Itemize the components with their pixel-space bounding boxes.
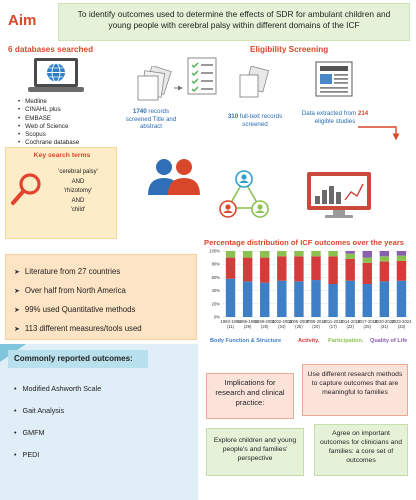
bar-segment bbox=[277, 256, 286, 280]
bar-segment bbox=[397, 281, 406, 317]
common-outcomes-list bbox=[14, 378, 101, 466]
legend-activity: Activity. bbox=[298, 338, 320, 344]
x-tick-label: 1996-1998 bbox=[237, 319, 258, 324]
bar-segment bbox=[260, 258, 269, 283]
x-tick-label: 1993-1995 bbox=[220, 319, 241, 324]
x-tick-count: (22) bbox=[346, 324, 354, 329]
y-tick-label: 20% bbox=[211, 301, 220, 307]
fact-item: ➤ Over half from North America bbox=[14, 282, 188, 301]
bar-segment bbox=[380, 251, 389, 256]
x-tick-label: 1999-2001 bbox=[254, 319, 275, 324]
fact-item: ➤ Literature from 27 countries bbox=[14, 263, 188, 282]
bar-segment bbox=[277, 281, 286, 317]
records-screened: 1740 records screened Title and abstract bbox=[125, 108, 177, 131]
fact-item: ➤ 113 different measures/tools used bbox=[14, 320, 188, 339]
legend-participation: Participation. bbox=[328, 338, 364, 344]
x-tick-label: 2017-2019 bbox=[357, 319, 378, 324]
bar-segment bbox=[243, 251, 252, 258]
database-item: • Medline bbox=[18, 98, 79, 106]
x-tick-label: 2020-2022 bbox=[374, 319, 395, 324]
outcome-item: • Modified Ashworth Scale bbox=[14, 378, 101, 400]
bar-segment bbox=[328, 256, 337, 284]
bar-segment bbox=[226, 279, 235, 317]
implication-methods: Use different research methods to capture outcomes that are meaningful to families bbox=[302, 364, 408, 416]
x-tick-count: (25) bbox=[295, 324, 303, 329]
summary-facts bbox=[5, 254, 197, 340]
implications-title-box bbox=[206, 373, 294, 419]
aim-label: Aim bbox=[8, 12, 37, 29]
database-item: • EMBASE bbox=[18, 115, 79, 123]
x-tick-count: (25) bbox=[363, 324, 371, 329]
bar-segment bbox=[311, 280, 320, 317]
bar-segment bbox=[397, 261, 406, 281]
bar-segment bbox=[345, 281, 354, 317]
database-item: • Scopus bbox=[18, 131, 79, 139]
x-tick-count: (29) bbox=[243, 324, 252, 329]
y-tick-label: 0% bbox=[213, 314, 220, 320]
x-tick-count: (17) bbox=[329, 324, 337, 329]
fact-item: ➤ 99% used Quantitative methods bbox=[14, 301, 188, 320]
y-tick-label: 40% bbox=[211, 288, 220, 294]
bar-segment bbox=[380, 262, 389, 282]
bar-segment bbox=[311, 256, 320, 280]
bar-segment bbox=[243, 281, 252, 317]
laptop-globe-icon bbox=[28, 57, 84, 95]
bar-segment bbox=[397, 256, 406, 261]
bar-segment bbox=[260, 283, 269, 317]
bar-segment bbox=[243, 258, 252, 282]
key-search-box bbox=[5, 147, 117, 239]
x-tick-count: (24) bbox=[278, 324, 286, 329]
key-search-title: Key search terms bbox=[33, 152, 91, 159]
x-tick-count: (20) bbox=[261, 324, 269, 329]
x-tick-label: 2005-2007 bbox=[288, 319, 309, 324]
bar-segment bbox=[277, 251, 286, 256]
bar-segment bbox=[380, 256, 389, 261]
implication-perspective: Explore children and young people's and families' perspective bbox=[206, 428, 304, 476]
database-item: • Web of Science bbox=[18, 123, 79, 131]
bar-segment bbox=[328, 284, 337, 317]
bar-segment bbox=[345, 254, 354, 259]
legend-body: Body Function & Structure bbox=[210, 338, 282, 344]
monitor-icon bbox=[305, 170, 373, 220]
implications-title: Implications for research and clinical practice: bbox=[215, 378, 285, 407]
bar-segment bbox=[363, 258, 372, 263]
key-search-terms: 'cerebral palsy' AND 'rhizotomy' AND 'child' bbox=[58, 169, 98, 213]
magnifier-icon bbox=[10, 172, 42, 206]
y-tick-label: 80% bbox=[211, 261, 220, 267]
common-outcomes-title: Commonly reported outcomes: bbox=[8, 350, 148, 368]
bar-segment bbox=[226, 251, 235, 258]
x-tick-label: 2011-2013 bbox=[323, 319, 343, 324]
x-tick-label: 2002-2004 bbox=[271, 319, 292, 324]
x-tick-count: (33) bbox=[397, 324, 406, 329]
outcome-item: • Gait Analysis bbox=[14, 400, 101, 422]
network-people-icon bbox=[218, 168, 270, 222]
x-tick-count: (31) bbox=[380, 324, 389, 329]
chart-title: Percentage distribution of ICF outcomes over the years bbox=[204, 238, 405, 247]
bar-segment bbox=[363, 284, 372, 317]
bar-segment bbox=[397, 251, 406, 256]
bar-segment bbox=[345, 251, 354, 254]
bar-segment bbox=[363, 263, 372, 284]
bar-segment bbox=[294, 256, 303, 281]
y-tick-label: 60% bbox=[211, 274, 220, 280]
outcome-item: • PEDI bbox=[14, 444, 101, 466]
database-item: • CINAHL plus bbox=[18, 106, 79, 114]
bar-segment bbox=[311, 251, 320, 256]
bar-segment bbox=[345, 259, 354, 281]
bar-segment bbox=[363, 251, 372, 258]
bar-segment bbox=[226, 258, 235, 279]
eligibility-title: Eligibility Screening bbox=[250, 45, 329, 54]
database-item: • Cochrane database bbox=[18, 139, 79, 147]
databases-title: 6 databases searched bbox=[8, 45, 94, 54]
aim-statement: To identify outcomes used to determine the effects of SDR for ambulant children and young people with cerebral palsy within different domains of the ICF bbox=[58, 3, 410, 41]
x-tick-label: 2014-2016 bbox=[340, 319, 361, 324]
outcome-item: • GMFM bbox=[14, 422, 101, 444]
bar-segment bbox=[260, 251, 269, 258]
people-icon bbox=[144, 157, 204, 197]
data-extracted: Data extracted from 214 eligible studies bbox=[301, 110, 369, 125]
bar-segment bbox=[294, 281, 303, 317]
x-tick-label: 2023-2024 bbox=[391, 319, 412, 324]
bar-segment bbox=[294, 251, 303, 256]
x-tick-label: 2008-2010 bbox=[305, 319, 327, 324]
x-tick-count: (20) bbox=[312, 324, 320, 329]
bar-segment bbox=[328, 251, 337, 256]
icf-stacked-bar-chart bbox=[204, 246, 414, 340]
legend-qol: Quality of Life bbox=[370, 338, 408, 344]
implication-core-set: Agree on important outcomes for clinicians and families: a core set of outcomes bbox=[314, 424, 408, 476]
fulltext-screened: 310 full-text records screened bbox=[227, 113, 283, 128]
x-tick-count: (11) bbox=[226, 324, 235, 329]
bar-segment bbox=[380, 281, 389, 317]
y-tick-label: 100% bbox=[209, 248, 220, 254]
database-list bbox=[18, 98, 79, 148]
